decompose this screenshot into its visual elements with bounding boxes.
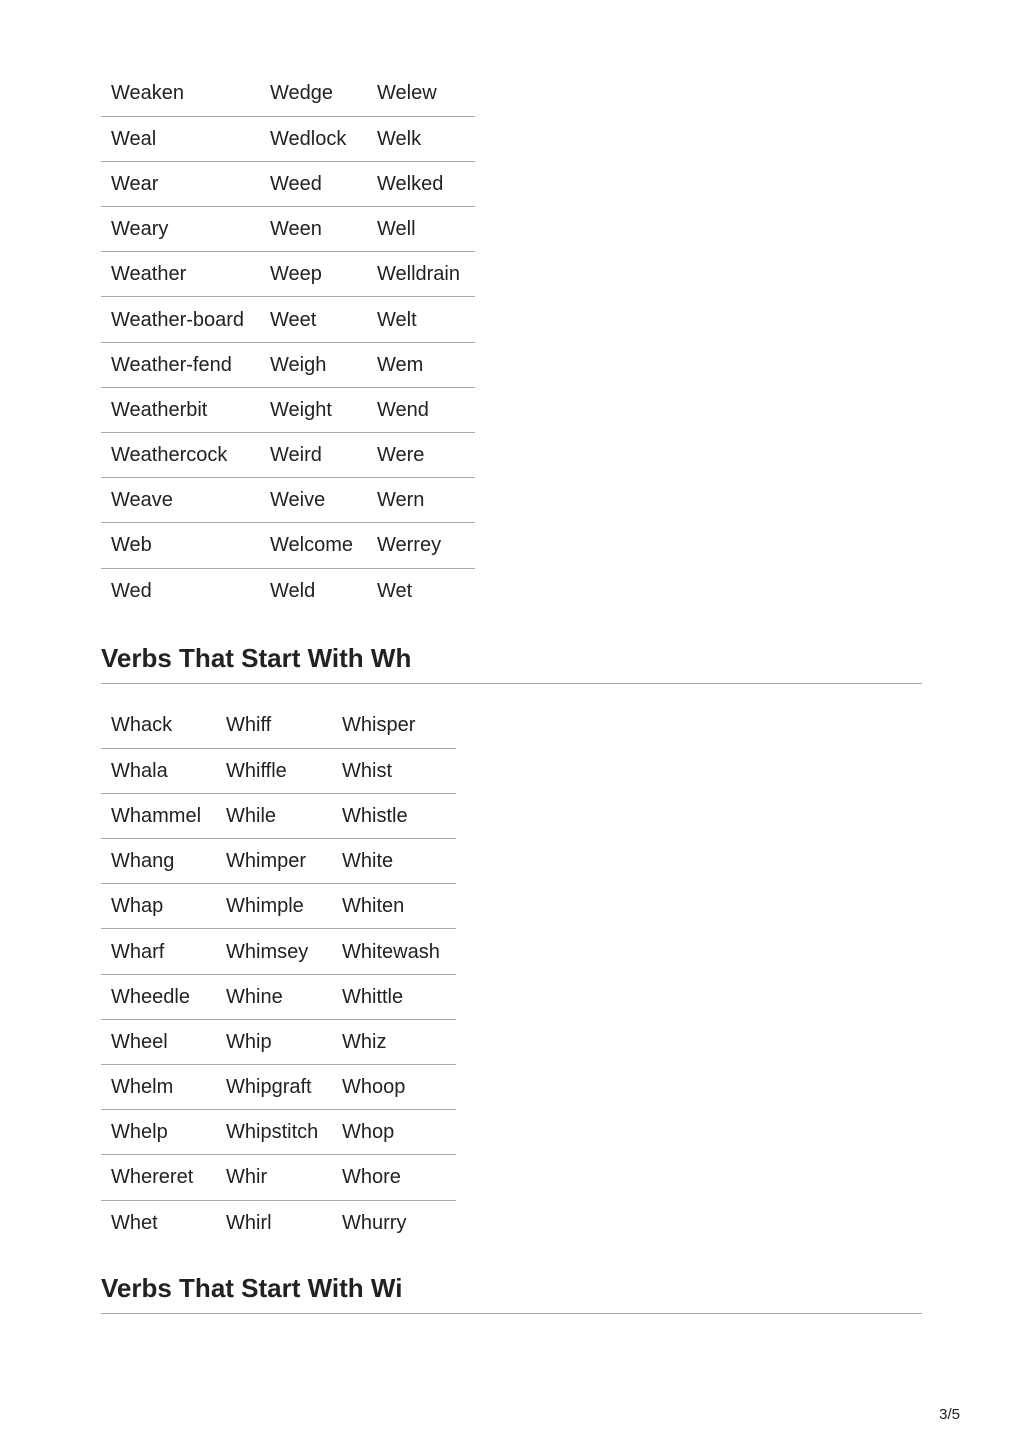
table-cell: Welcome — [270, 534, 353, 557]
table-row — [101, 387, 475, 432]
table-row — [101, 523, 475, 568]
table-cell: Weal — [111, 127, 157, 150]
table-cell: Welk — [377, 127, 422, 150]
table-cell: Wedlock — [270, 127, 347, 150]
table-cell: While — [226, 804, 277, 827]
table-cell: Whimsey — [226, 940, 309, 963]
page-number: 3/5 — [939, 1406, 960, 1423]
table-cell: Ween — [270, 218, 322, 241]
table-cell: Whang — [111, 850, 175, 873]
table-cell: Werrey — [377, 534, 442, 557]
table-row — [101, 161, 475, 206]
table-cell: Web — [111, 534, 152, 557]
table-cell: Whipgraft — [226, 1076, 312, 1099]
table-row — [101, 1110, 456, 1155]
table-cell: Whipstitch — [226, 1121, 319, 1144]
table-cell: Weaken — [111, 82, 185, 105]
table-row — [101, 793, 456, 838]
table-cell: Weatherbit — [111, 398, 208, 421]
table-cell: Whiz — [342, 1030, 387, 1053]
table-row — [101, 1019, 456, 1064]
table-cell: Welked — [377, 172, 444, 195]
table-cell: Whore — [342, 1166, 401, 1189]
table-row — [101, 974, 456, 1019]
wh-verbs-table-body — [101, 703, 456, 1245]
table-cell: Well — [377, 218, 416, 241]
table-cell: Whelm — [111, 1076, 174, 1099]
table-row — [101, 748, 456, 793]
table-row — [101, 71, 475, 116]
table-cell: Welt — [377, 308, 417, 331]
table-cell: Weed — [270, 172, 322, 195]
table-cell: Whala — [111, 759, 168, 782]
table-cell: Wharf — [111, 940, 165, 963]
table-cell: Weep — [270, 263, 322, 286]
table-cell: Whist — [342, 759, 392, 782]
table-cell: Whereret — [111, 1166, 194, 1189]
table-row — [101, 929, 456, 974]
table-cell: Weld — [270, 579, 316, 602]
table-cell: Wend — [377, 398, 429, 421]
table-row — [101, 116, 475, 161]
table-cell: Were — [377, 444, 425, 467]
table-cell: Weary — [111, 218, 169, 241]
table-cell: Whurry — [342, 1211, 407, 1234]
table-cell: Whistle — [342, 804, 408, 827]
table-cell: Whimple — [226, 895, 304, 918]
table-cell: Wern — [377, 489, 425, 512]
table-cell: Whiffle — [226, 759, 287, 782]
table-row — [101, 252, 475, 297]
table-cell: Wheel — [111, 1030, 168, 1053]
section-heading-wh: Verbs That Start With Wh — [101, 644, 922, 684]
table-cell: Weather-fend — [111, 353, 232, 376]
table-row — [101, 1155, 456, 1200]
table-row — [101, 884, 456, 929]
table-row — [101, 1200, 456, 1245]
table-cell: Whoop — [342, 1076, 406, 1099]
we-verbs-table-body — [101, 71, 475, 613]
table-cell: Wedge — [270, 82, 334, 105]
table-cell: Whir — [226, 1166, 268, 1189]
table-cell: Weave — [111, 489, 173, 512]
table-cell: Weet — [270, 308, 317, 331]
table-cell: Weathercock — [111, 444, 228, 467]
section-heading-wi: Verbs That Start With Wi — [101, 1274, 922, 1314]
table-cell: Whop — [342, 1121, 395, 1144]
table-cell: Whitewash — [342, 940, 440, 963]
table-cell: Weather — [111, 263, 187, 286]
table-row — [101, 568, 475, 613]
table-cell: Whiff — [226, 714, 272, 737]
table-cell: White — [342, 850, 394, 873]
table-cell: Whiten — [342, 895, 405, 918]
table-row — [101, 297, 475, 342]
table-cell: Weather-board — [111, 308, 245, 331]
table-cell: Whine — [226, 985, 283, 1008]
table-cell: Whack — [111, 714, 173, 737]
table-cell: Whisper — [342, 714, 416, 737]
table-cell: Whelp — [111, 1121, 168, 1144]
table-cell: Whap — [111, 895, 164, 918]
table-cell: Weird — [270, 444, 322, 467]
table-row — [101, 342, 475, 387]
table-cell: Whimper — [226, 850, 307, 873]
table-cell: Wed — [111, 579, 152, 602]
table-cell: Whip — [226, 1030, 272, 1053]
table-cell: Weight — [270, 398, 332, 421]
table-row — [101, 703, 456, 748]
table-row — [101, 207, 475, 252]
wh-verbs-table — [101, 703, 456, 1245]
table-cell: Weigh — [270, 353, 327, 376]
table-cell: Whammel — [111, 804, 202, 827]
table-row — [101, 433, 475, 478]
table-cell: Welew — [377, 82, 437, 105]
table-row — [101, 1065, 456, 1110]
table-row — [101, 839, 456, 884]
we-verbs-table — [101, 71, 475, 613]
table-row — [101, 478, 475, 523]
table-cell: Whet — [111, 1211, 158, 1234]
table-cell: Whittle — [342, 985, 404, 1008]
table-cell: Weive — [270, 489, 326, 512]
table-cell: Wet — [377, 579, 413, 602]
table-cell: Wem — [377, 353, 424, 376]
table-cell: Wear — [111, 172, 159, 195]
table-cell: Welldrain — [377, 263, 460, 286]
table-cell: Whirl — [226, 1211, 272, 1234]
table-cell: Wheedle — [111, 985, 190, 1008]
